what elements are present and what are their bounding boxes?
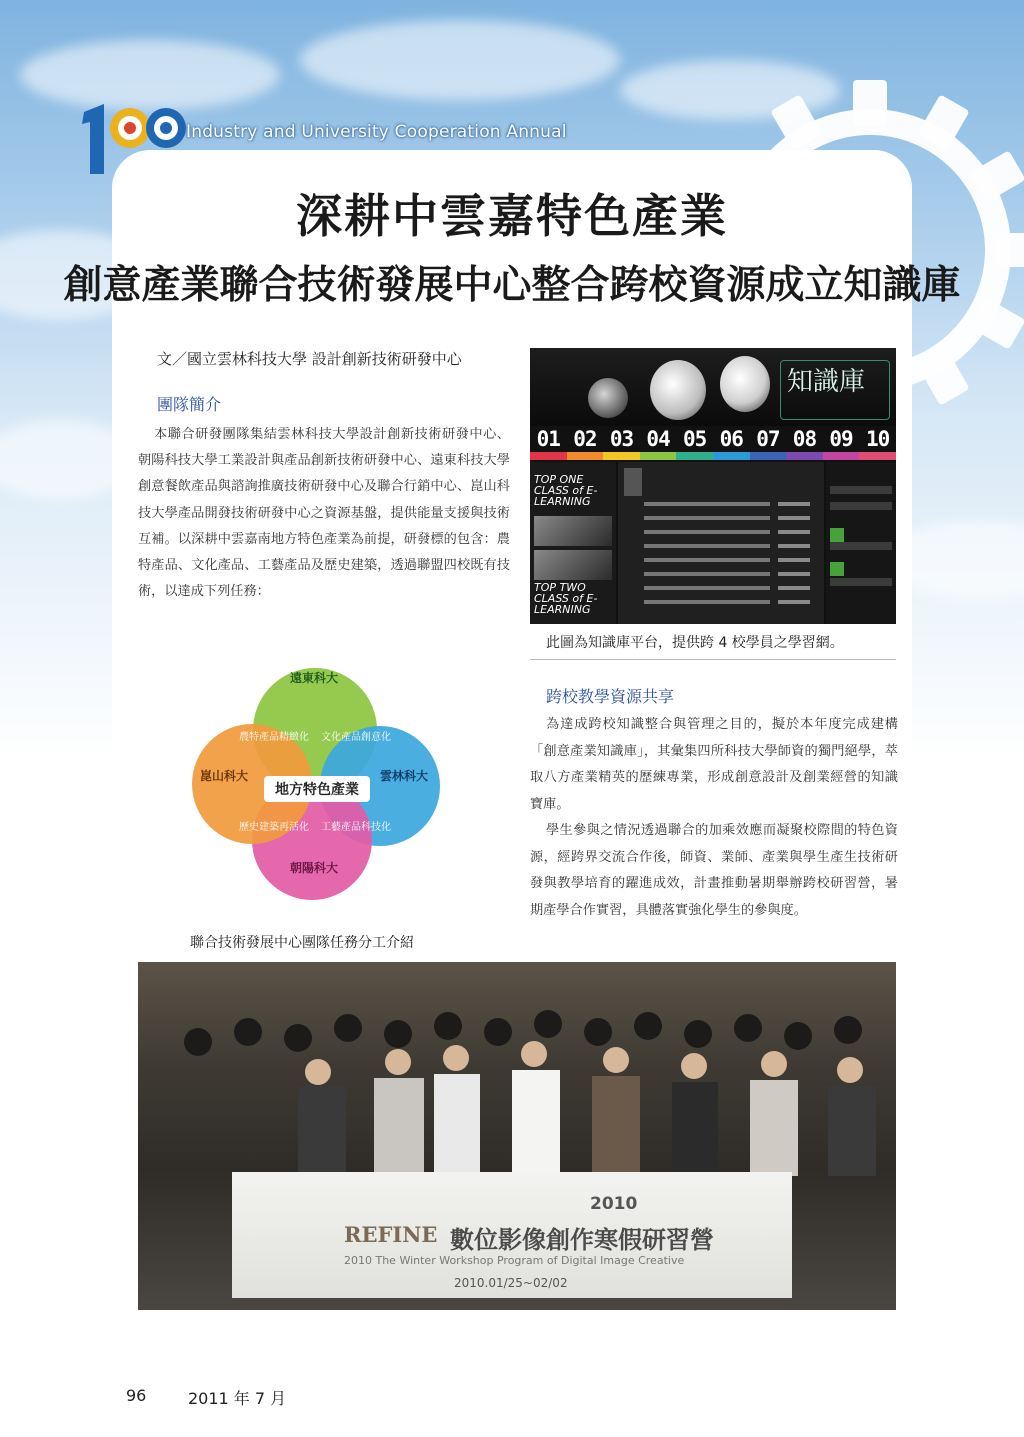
- byline: 文／國立雲林科技大學 設計創新技術研發中心: [157, 350, 462, 368]
- category-color-bar: [530, 452, 896, 460]
- school-right: 雲林科大: [379, 769, 429, 783]
- banner-title: 數位影像創作寒假研習營: [450, 1226, 714, 1254]
- paragraph: 學生參與之情況透過聯合的加乘效應而凝聚校際間的特色資源，經跨界交流合作後，師資、業師、產業與學生產生技術研發與教學培育的躍進成效，計畫推動暑期舉辦跨校研習營，暑期產學合作實習，具體落實強化學生的參與度。: [530, 823, 898, 918]
- school-left: 崑山科大: [199, 769, 249, 783]
- section-body-sharing: [530, 712, 898, 924]
- divider: [530, 659, 896, 660]
- category-number: 07: [756, 427, 780, 451]
- school-top: 遠東科大: [289, 671, 339, 685]
- article-title: 深耕中雲嘉特色產業: [296, 189, 728, 243]
- diagram-center: 地方特色產業: [275, 782, 359, 798]
- category-number: 09: [829, 427, 853, 451]
- banner-brand: REFINE: [344, 1222, 438, 1247]
- category-number: 03: [609, 427, 634, 451]
- screenshot-news-list: [618, 462, 824, 624]
- petal-label: 工藝產品科技化: [321, 822, 391, 833]
- category-number: 05: [683, 427, 707, 451]
- school-bottom: 朝陽科大: [289, 861, 339, 875]
- category-number: 01: [536, 427, 560, 451]
- event-banner: [232, 1172, 792, 1298]
- screenshot-left-column: [530, 462, 616, 624]
- screenshot-caption: 此圖為知識庫平台，提供跨 4 校學員之學習網。: [546, 635, 844, 651]
- banner-english: 2010 The Winter Workshop Program of Digital Image Creative: [344, 1254, 685, 1267]
- category-number: 10: [865, 427, 890, 451]
- tag-top-one: TOP ONE CLASS of E-LEARNING: [534, 473, 598, 508]
- screenshot-header: [530, 348, 896, 426]
- petal-label: 歷史建築再活化: [239, 822, 309, 833]
- annual-title: Industry and University Cooperation Annual: [186, 122, 567, 142]
- category-number: 08: [792, 427, 817, 451]
- diagram-caption: 聯合技術發展中心團隊任務分工介紹: [190, 935, 414, 951]
- petal-label: 文化產品創意化: [321, 732, 391, 743]
- page-number: 96: [126, 1386, 147, 1405]
- banner-year: 2010: [590, 1194, 638, 1214]
- tag-top-two: TOP TWO CLASS of E-LEARNING: [534, 581, 598, 616]
- screenshot-login-panel: [826, 462, 896, 624]
- paragraph: 為達成跨校知識整合與管理之目的，擬於本年度完成建構「創意產業知識庫」，其彙集四所科技大學師資的獨門絕學，萃取八方產業精英的歷練專業，形成創意設計及創業經營的知識寶庫。: [530, 717, 898, 812]
- section-heading-sharing: 跨校教學資源共享: [546, 687, 675, 706]
- section-body-team: 本聯合研發團隊集結雲林科技大學設計創新技術研發中心、朝陽科技大學工業設計與產品創新技術研發中心、遠東科技大學創意餐飲產品與諮詢推廣技術研發中心及聯合行銷中心、崑山科技大學產品開發技術研發中心之資源基盤，提供能量支援與技術互補。以深耕中雲嘉南地方特色產業為前提，研發標的包含：農特產品、文化產品、工藝產品及歷史建築，透過聯盟四校既有技術，以達成下列任務：: [138, 427, 510, 600]
- petal-label: 農特產品精緻化: [239, 732, 309, 743]
- category-number: 06: [719, 427, 743, 451]
- centennial-logo: [74, 98, 194, 180]
- banner-dates: 2010.01/25~02/02: [454, 1276, 568, 1290]
- category-number: 04: [646, 427, 670, 451]
- issue-date: 2011 年 7 月: [188, 1389, 287, 1408]
- platform-screenshot: [530, 348, 896, 624]
- section-heading-team: 團隊簡介: [157, 395, 222, 414]
- article-subtitle: 創意產業聯合技術發展中心整合跨校資源成立知識庫: [63, 262, 961, 308]
- category-number: 02: [573, 427, 597, 451]
- platform-logo: 知識庫: [780, 360, 890, 420]
- team-diagram: [190, 668, 440, 900]
